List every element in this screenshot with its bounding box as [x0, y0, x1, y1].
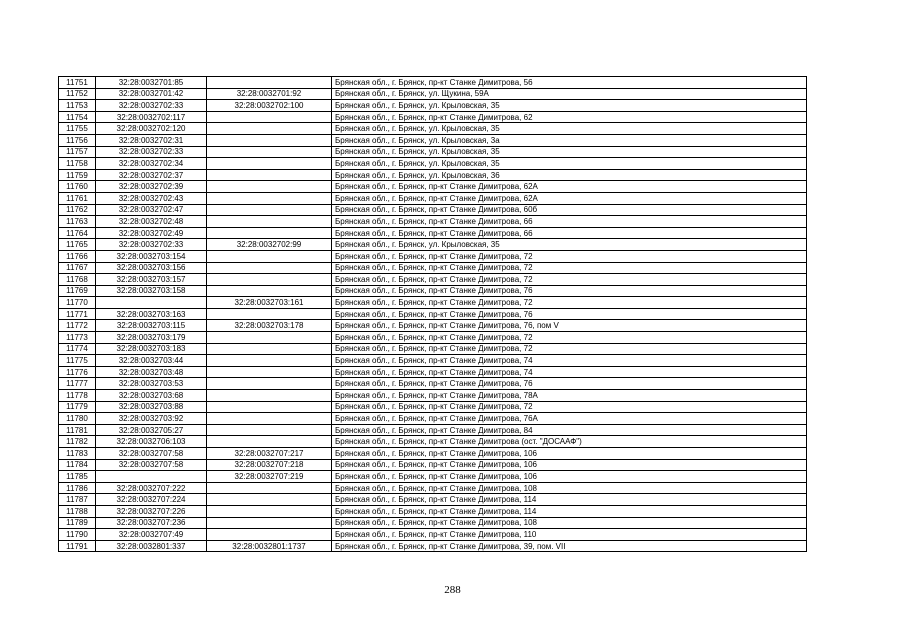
address-cell: Брянская обл., г. Брянск, пр-кт Станке Димитрова, 56 [332, 77, 807, 89]
table-row [59, 88, 807, 100]
linked-cadastral-number-cell [207, 482, 332, 494]
row-number-cell: 11751 [59, 77, 96, 89]
address-cell: Брянская обл., г. Брянск, пр-кт Станке Димитрова, 106 [332, 471, 807, 483]
table-row [59, 320, 807, 332]
cadastral-number-cell: 32:28:0032703:154 [96, 250, 207, 262]
linked-cadastral-number-cell [207, 158, 332, 170]
linked-cadastral-number-cell [207, 250, 332, 262]
row-number-cell: 11791 [59, 540, 96, 552]
table-row [59, 355, 807, 367]
linked-cadastral-number-cell [207, 378, 332, 390]
table-row [59, 424, 807, 436]
row-number-cell: 11778 [59, 390, 96, 402]
row-number-cell: 11774 [59, 343, 96, 355]
row-number-cell: 11785 [59, 471, 96, 483]
table-row [59, 448, 807, 460]
address-cell: Брянская обл., г. Брянск, пр-кт Станке Димитрова, 62А [332, 192, 807, 204]
row-number-cell: 11759 [59, 169, 96, 181]
row-number-cell: 11788 [59, 505, 96, 517]
address-cell: Брянская обл., г. Брянск, ул. Крыловская, 35 [332, 158, 807, 170]
table-row [59, 505, 807, 517]
cadastral-number-cell: 32:28:0032701:85 [96, 77, 207, 89]
address-cell: Брянская обл., г. Брянск, пр-кт Станке Димитрова, 72 [332, 297, 807, 309]
cadastral-number-cell: 32:28:0032707:49 [96, 529, 207, 541]
address-cell: Брянская обл., г. Брянск, пр-кт Станке Димитрова, 106 [332, 448, 807, 460]
table-row [59, 134, 807, 146]
address-cell: Брянская обл., г. Брянск, пр-кт Станке Димитрова, 72 [332, 274, 807, 286]
linked-cadastral-number-cell: 32:28:0032701:92 [207, 88, 332, 100]
cadastral-number-cell: 32:28:0032702:47 [96, 204, 207, 216]
linked-cadastral-number-cell [207, 308, 332, 320]
cadastral-number-cell: 32:28:0032801:337 [96, 540, 207, 552]
row-number-cell: 11755 [59, 123, 96, 135]
address-cell: Брянская обл., г. Брянск, пр-кт Станке Димитрова, 76 [332, 378, 807, 390]
table-row [59, 146, 807, 158]
row-number-cell: 11779 [59, 401, 96, 413]
linked-cadastral-number-cell: 32:28:0032703:178 [207, 320, 332, 332]
cadastral-number-cell: 32:28:0032703:68 [96, 390, 207, 402]
row-number-cell: 11790 [59, 529, 96, 541]
table-row [59, 262, 807, 274]
address-cell: Брянская обл., г. Брянск, пр-кт Станке Димитрова, 72 [332, 250, 807, 262]
table-row [59, 540, 807, 552]
table-row [59, 285, 807, 297]
address-cell: Брянская обл., г. Брянск, пр-кт Станке Димитрова, 72 [332, 262, 807, 274]
row-number-cell: 11762 [59, 204, 96, 216]
table-row [59, 482, 807, 494]
linked-cadastral-number-cell [207, 401, 332, 413]
cadastral-number-cell: 32:28:0032707:226 [96, 505, 207, 517]
cadastral-number-cell: 32:28:0032703:157 [96, 274, 207, 286]
page-number: 288 [444, 584, 461, 596]
address-cell: Брянская обл., г. Брянск, ул. Крыловская, 36 [332, 169, 807, 181]
row-number-cell: 11770 [59, 297, 96, 309]
cadastral-number-cell: 32:28:0032702:48 [96, 216, 207, 228]
linked-cadastral-number-cell [207, 216, 332, 228]
linked-cadastral-number-cell [207, 192, 332, 204]
linked-cadastral-number-cell [207, 123, 332, 135]
table-row [59, 308, 807, 320]
table-row [59, 250, 807, 262]
address-cell: Брянская обл., г. Брянск, пр-кт Станке Димитрова, 72 [332, 343, 807, 355]
address-cell: Брянская обл., г. Брянск, пр-кт Станке Димитрова, 60б [332, 204, 807, 216]
address-cell: Брянская обл., г. Брянск, пр-кт Станке Димитрова, 76 [332, 308, 807, 320]
cadastral-number-cell: 32:28:0032702:34 [96, 158, 207, 170]
table-row [59, 192, 807, 204]
cadastral-number-cell: 32:28:0032702:117 [96, 111, 207, 123]
row-number-cell: 11782 [59, 436, 96, 448]
cadastral-number-cell: 32:28:0032702:43 [96, 192, 207, 204]
cadastral-number-cell: 32:28:0032703:163 [96, 308, 207, 320]
linked-cadastral-number-cell [207, 262, 332, 274]
table-row [59, 216, 807, 228]
cadastral-number-cell: 32:28:0032703:92 [96, 413, 207, 425]
address-cell: Брянская обл., г. Брянск, пр-кт Станке Димитрова, 74 [332, 355, 807, 367]
row-number-cell: 11784 [59, 459, 96, 471]
table-row [59, 204, 807, 216]
cadastral-number-cell: 32:28:0032707:222 [96, 482, 207, 494]
address-cell: Брянская обл., г. Брянск, пр-кт Станке Димитрова, 39, пом. VII [332, 540, 807, 552]
row-number-cell: 11775 [59, 355, 96, 367]
cadastral-number-cell: 32:28:0032703:44 [96, 355, 207, 367]
table-row [59, 517, 807, 529]
linked-cadastral-number-cell: 32:28:0032801:1737 [207, 540, 332, 552]
linked-cadastral-number-cell [207, 343, 332, 355]
table-row [59, 436, 807, 448]
linked-cadastral-number-cell [207, 169, 332, 181]
address-cell: Брянская обл., г. Брянск, пр-кт Станке Димитрова, 114 [332, 505, 807, 517]
cadastral-number-cell: 32:28:0032705:27 [96, 424, 207, 436]
cadastral-number-cell: 32:28:0032703:156 [96, 262, 207, 274]
cadastral-number-cell: 32:28:0032702:33 [96, 239, 207, 251]
table-row [59, 390, 807, 402]
table-row [59, 77, 807, 89]
table-row [59, 401, 807, 413]
cadastral-number-cell: 32:28:0032702:33 [96, 146, 207, 158]
cadastral-number-cell [96, 471, 207, 483]
address-cell: Брянская обл., г. Брянск, пр-кт Станке Димитрова, 114 [332, 494, 807, 506]
address-cell: Брянская обл., г. Брянск, ул. Крыловская, 35 [332, 100, 807, 112]
linked-cadastral-number-cell [207, 204, 332, 216]
linked-cadastral-number-cell: 32:28:0032707:218 [207, 459, 332, 471]
address-cell: Брянская обл., г. Брянск, пр-кт Станке Димитрова, 84 [332, 424, 807, 436]
table-row [59, 413, 807, 425]
cadastral-number-cell: 32:28:0032701:42 [96, 88, 207, 100]
row-number-cell: 11777 [59, 378, 96, 390]
row-number-cell: 11754 [59, 111, 96, 123]
table-row [59, 123, 807, 135]
cadastral-number-cell: 32:28:0032702:120 [96, 123, 207, 135]
linked-cadastral-number-cell [207, 424, 332, 436]
linked-cadastral-number-cell [207, 77, 332, 89]
cadastral-number-cell: 32:28:0032702:49 [96, 227, 207, 239]
cadastral-number-cell: 32:28:0032703:48 [96, 366, 207, 378]
address-cell: Брянская обл., г. Брянск, пр-кт Станке Димитрова, 108 [332, 482, 807, 494]
row-number-cell: 11766 [59, 250, 96, 262]
cadastral-number-cell: 32:28:0032702:31 [96, 134, 207, 146]
linked-cadastral-number-cell [207, 146, 332, 158]
linked-cadastral-number-cell [207, 227, 332, 239]
row-number-cell: 11757 [59, 146, 96, 158]
linked-cadastral-number-cell [207, 436, 332, 448]
table-row [59, 471, 807, 483]
row-number-cell: 11764 [59, 227, 96, 239]
address-cell: Брянская обл., г. Брянск, пр-кт Станке Димитрова, 72 [332, 332, 807, 344]
linked-cadastral-number-cell [207, 285, 332, 297]
table-row [59, 297, 807, 309]
address-cell: Брянская обл., г. Брянск, пр-кт Станке Димитрова (ост. "ДОСААФ") [332, 436, 807, 448]
row-number-cell: 11767 [59, 262, 96, 274]
row-number-cell: 11780 [59, 413, 96, 425]
address-cell: Брянская обл., г. Брянск, пр-кт Станке Димитрова, 108 [332, 517, 807, 529]
cadastral-number-cell: 32:28:0032702:33 [96, 100, 207, 112]
linked-cadastral-number-cell: 32:28:0032707:219 [207, 471, 332, 483]
row-number-cell: 11763 [59, 216, 96, 228]
table-row [59, 169, 807, 181]
table-row [59, 227, 807, 239]
linked-cadastral-number-cell: 32:28:0032702:99 [207, 239, 332, 251]
row-number-cell: 11787 [59, 494, 96, 506]
cadastral-number-cell: 32:28:0032706:103 [96, 436, 207, 448]
table-body [59, 77, 807, 552]
row-number-cell: 11769 [59, 285, 96, 297]
row-number-cell: 11765 [59, 239, 96, 251]
row-number-cell: 11768 [59, 274, 96, 286]
cadastral-number-cell: 32:28:0032702:39 [96, 181, 207, 193]
linked-cadastral-number-cell: 32:28:0032703:161 [207, 297, 332, 309]
row-number-cell: 11761 [59, 192, 96, 204]
address-cell: Брянская обл., г. Брянск, ул. Щукина, 59А [332, 88, 807, 100]
linked-cadastral-number-cell [207, 134, 332, 146]
address-cell: Брянская обл., г. Брянск, ул. Крыловская, 35 [332, 146, 807, 158]
linked-cadastral-number-cell [207, 111, 332, 123]
linked-cadastral-number-cell [207, 274, 332, 286]
cadastral-number-cell: 32:28:0032707:224 [96, 494, 207, 506]
row-number-cell: 11786 [59, 482, 96, 494]
cadastral-number-cell: 32:28:0032703:179 [96, 332, 207, 344]
linked-cadastral-number-cell [207, 505, 332, 517]
address-cell: Брянская обл., г. Брянск, пр-кт Станке Димитрова, 62 [332, 111, 807, 123]
cadastral-number-cell: 32:28:0032703:88 [96, 401, 207, 413]
table-row [59, 366, 807, 378]
cadastral-number-cell [96, 297, 207, 309]
table-row [59, 459, 807, 471]
row-number-cell: 11760 [59, 181, 96, 193]
row-number-cell: 11773 [59, 332, 96, 344]
table-row [59, 100, 807, 112]
row-number-cell: 11752 [59, 88, 96, 100]
row-number-cell: 11776 [59, 366, 96, 378]
address-cell: Брянская обл., г. Брянск, пр-кт Станке Димитрова, 74 [332, 366, 807, 378]
table-row [59, 332, 807, 344]
linked-cadastral-number-cell [207, 355, 332, 367]
cadastral-number-cell: 32:28:0032707:58 [96, 459, 207, 471]
address-cell: Брянская обл., г. Брянск, пр-кт Станке Димитрова, 106 [332, 459, 807, 471]
cadastral-number-cell: 32:28:0032703:53 [96, 378, 207, 390]
row-number-cell: 11789 [59, 517, 96, 529]
table-row [59, 111, 807, 123]
address-cell: Брянская обл., г. Брянск, пр-кт Станке Димитрова, 110 [332, 529, 807, 541]
table-row [59, 529, 807, 541]
address-cell: Брянская обл., г. Брянск, пр-кт Станке Димитрова, 76А [332, 413, 807, 425]
table-row [59, 158, 807, 170]
linked-cadastral-number-cell: 32:28:0032707:217 [207, 448, 332, 460]
row-number-cell: 11756 [59, 134, 96, 146]
address-cell: Брянская обл., г. Брянск, пр-кт Станке Димитрова, 66 [332, 227, 807, 239]
linked-cadastral-number-cell: 32:28:0032702:100 [207, 100, 332, 112]
table-row [59, 378, 807, 390]
address-cell: Брянская обл., г. Брянск, пр-кт Станке Димитрова, 76, пом V [332, 320, 807, 332]
cadastral-table [58, 76, 807, 552]
table-row [59, 181, 807, 193]
row-number-cell: 11753 [59, 100, 96, 112]
linked-cadastral-number-cell [207, 181, 332, 193]
address-cell: Брянская обл., г. Брянск, пр-кт Станке Димитрова, 78А [332, 390, 807, 402]
row-number-cell: 11772 [59, 320, 96, 332]
cadastral-number-cell: 32:28:0032703:183 [96, 343, 207, 355]
address-cell: Брянская обл., г. Брянск, ул. Крыловская, 35 [332, 239, 807, 251]
cadastral-number-cell: 32:28:0032702:37 [96, 169, 207, 181]
linked-cadastral-number-cell [207, 494, 332, 506]
address-cell: Брянская обл., г. Брянск, пр-кт Станке Димитрова, 62А [332, 181, 807, 193]
row-number-cell: 11783 [59, 448, 96, 460]
address-cell: Брянская обл., г. Брянск, ул. Крыловская, 3а [332, 134, 807, 146]
table-row [59, 343, 807, 355]
cadastral-number-cell: 32:28:0032707:58 [96, 448, 207, 460]
address-cell: Брянская обл., г. Брянск, ул. Крыловская, 35 [332, 123, 807, 135]
table-row [59, 494, 807, 506]
linked-cadastral-number-cell [207, 366, 332, 378]
row-number-cell: 11771 [59, 308, 96, 320]
linked-cadastral-number-cell [207, 390, 332, 402]
address-cell: Брянская обл., г. Брянск, пр-кт Станке Димитрова, 76 [332, 285, 807, 297]
table-row [59, 239, 807, 251]
linked-cadastral-number-cell [207, 517, 332, 529]
address-cell: Брянская обл., г. Брянск, пр-кт Станке Димитрова, 72 [332, 401, 807, 413]
row-number-cell: 11781 [59, 424, 96, 436]
row-number-cell: 11758 [59, 158, 96, 170]
linked-cadastral-number-cell [207, 332, 332, 344]
linked-cadastral-number-cell [207, 529, 332, 541]
cadastral-number-cell: 32:28:0032703:158 [96, 285, 207, 297]
table-row [59, 274, 807, 286]
cadastral-number-cell: 32:28:0032703:115 [96, 320, 207, 332]
cadastral-number-cell: 32:28:0032707:236 [96, 517, 207, 529]
address-cell: Брянская обл., г. Брянск, пр-кт Станке Димитрова, 66 [332, 216, 807, 228]
linked-cadastral-number-cell [207, 413, 332, 425]
